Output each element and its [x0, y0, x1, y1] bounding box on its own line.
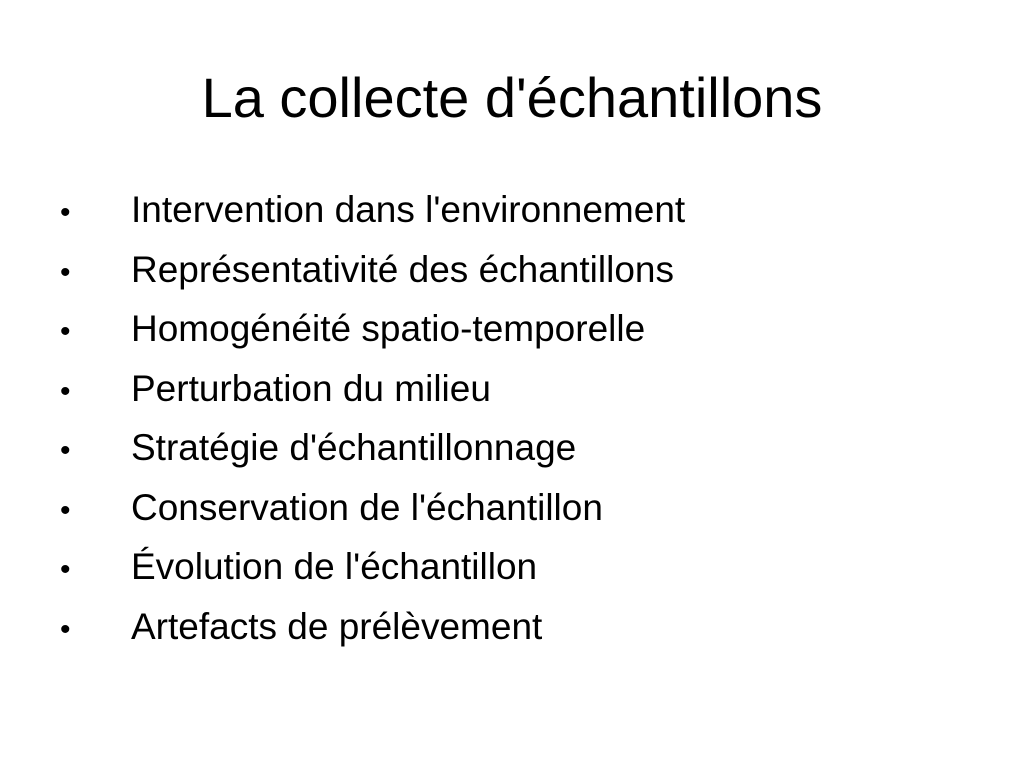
bullet-icon: • [60, 315, 71, 348]
bullet-icon: • [60, 493, 71, 527]
list-item-text: Représentativité des échantillons [131, 248, 674, 290]
list-item [60, 299, 685, 359]
bullet-icon: • [60, 374, 71, 408]
list-item-text: Intervention dans l'environnement [131, 189, 686, 230]
list-item-text: Artefacts de prélèvement [131, 605, 543, 647]
bullet-icon: • [60, 255, 71, 289]
list-item [60, 240, 685, 300]
bullet-icon: • [60, 196, 71, 229]
list-item-text: Perturbation du milieu [131, 367, 491, 409]
list-item-text: Conservation de l'échantillon [131, 486, 603, 528]
list-item [60, 180, 685, 240]
bullet-list [60, 180, 685, 656]
list-item [60, 537, 685, 597]
list-item-text: Stratégie d'échantillonnage [131, 427, 577, 468]
bullet-icon: • [60, 434, 71, 467]
slide-title: La collecte d'échantillons [201, 66, 823, 129]
list-item [60, 418, 685, 478]
list-item [60, 359, 685, 419]
list-item-text: Évolution de l'échantillon [131, 546, 538, 587]
list-item [60, 597, 685, 657]
bullet-icon: • [60, 553, 71, 586]
list-item-text: Homogénéité spatio-temporelle [131, 308, 646, 349]
list-item [60, 478, 685, 538]
bullet-icon: • [60, 612, 71, 646]
